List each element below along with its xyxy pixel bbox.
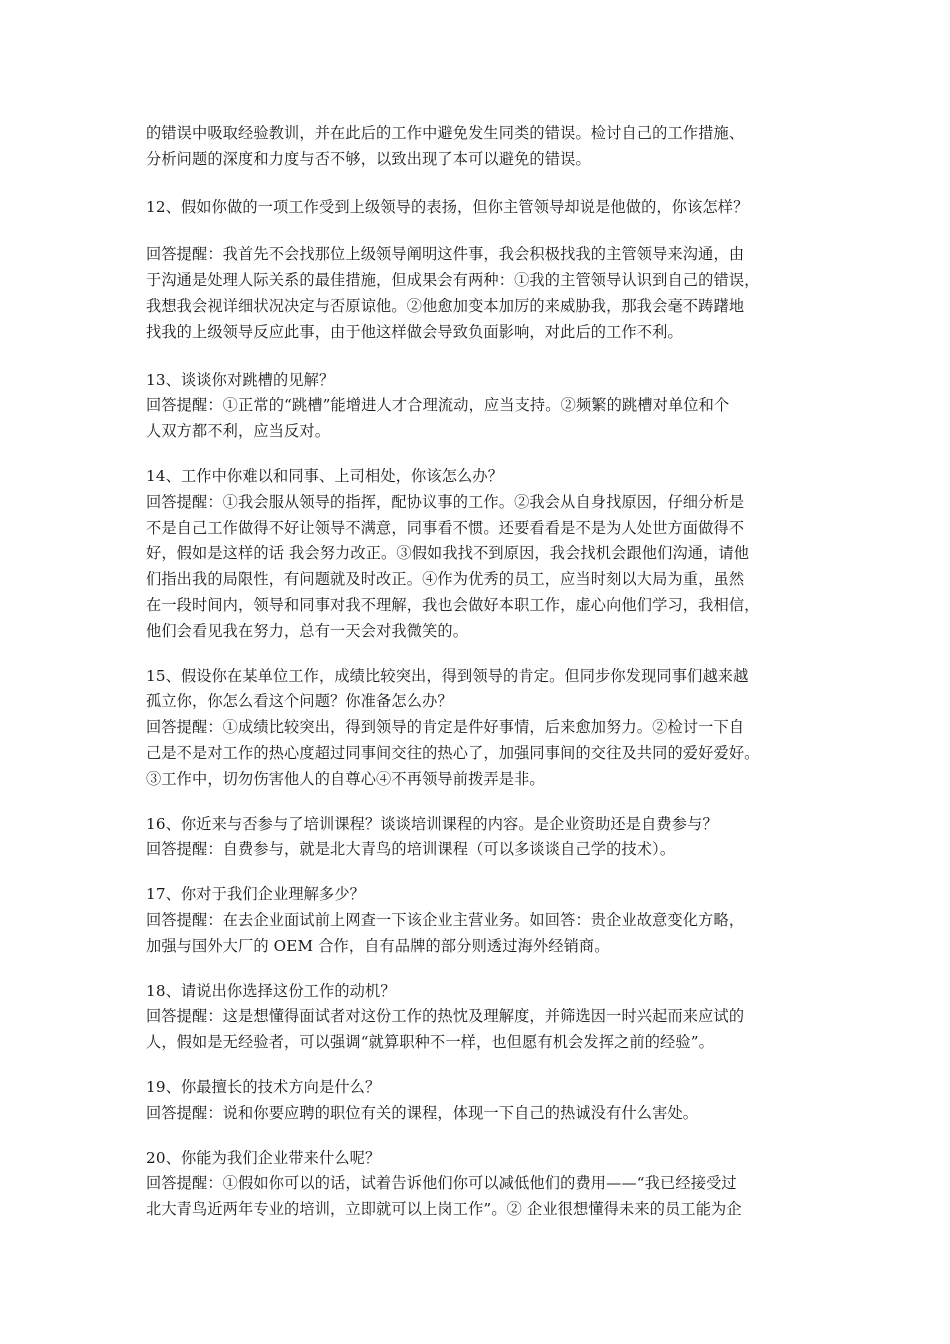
answer-line: 回答提醒：在去企业面试前上网查一下该企业主营业务。如回答：贵企业故意变化方略，	[146, 910, 745, 929]
qa-item-20	[146, 1146, 808, 1223]
answer-line: 回答提醒：我首先不会找那位上级领导阐明这件事，我会积极找我的主管领导来沟通，由	[146, 245, 745, 264]
answer-line: 己是不是对工作的热心度超过同事间交往的热心了，加强同事间的交往及共同的爱好爱好。	[146, 743, 760, 762]
answer-line: 们指出我的局限性，有问题就及时改正。④作为优秀的员工，应当时刻以大局为重，虽然	[146, 570, 745, 589]
answer-line: 加强与国外大厂的 OEM 合作，自有品牌的部分则透过海外经销商。	[146, 936, 610, 955]
question-text: 14、工作中你难以和同事、上司相处，你该怎么办？	[146, 466, 504, 485]
qa-item-18	[146, 979, 808, 1056]
question-text: 19、你最擅长的技术方向是什么？	[146, 1077, 381, 1096]
answer-line: 回答提醒：①正常的“跳槽”能增进人才合理流动，应当支持。②频繁的跳槽对单位和个	[146, 396, 730, 415]
answer-line: 回答提醒：①我会服从领导的指挥，配协议事的工作。②我会从自身找原因，仔细分析是	[146, 492, 745, 511]
text-line: 分析问题的深度和力度与否不够，以致出现了本可以避免的错误。	[146, 149, 591, 168]
question-text: 15、假设你在某单位工作，成绩比较突出，得到领导的肯定。但同步你发现同事们越来越	[146, 666, 749, 685]
qa-item-15	[146, 664, 808, 793]
answer-line: 不是自己工作做得不好让领导不满意，同事看不惯。还要看看是不是为人处世方面做得不	[146, 518, 745, 537]
qa-item-13	[146, 368, 808, 445]
answer-line: 回答提醒：说和你要应聘的职位有关的课程，体现一下自己的热诚没有什么害处。	[146, 1103, 699, 1122]
question-text: 17、你对于我们企业理解多少？	[146, 885, 366, 904]
qa-item-16	[146, 812, 808, 864]
answer-line: 我想我会视详细状况决定与否原谅他。②他愈加变本加厉的来威胁我，那我会毫不踌躇地	[146, 296, 745, 315]
qa-item-14	[146, 464, 808, 645]
answer-line: 回答提醒：自费参与，就是北大青鸟的培训课程（可以多谈谈自己学的技术）。	[146, 840, 676, 859]
answer-line: 于沟通是处理人际关系的最佳措施，但成果会有两种：①我的主管领导认识到自己的错误，	[146, 271, 760, 290]
intro-paragraph	[146, 121, 808, 173]
text-line: 的错误中吸取经验教训，并在此后的工作中避免发生同类的错误。检讨自己的工作措施、	[146, 124, 745, 142]
question-text: 12、假如你做的一项工作受到上级领导的表扬，但你主管领导却说是他做的，你该怎样？	[146, 197, 749, 216]
qa-item-19	[146, 1075, 808, 1127]
answer-line: 找我的上级领导反应此事，由于他这样做会导致负面影响，对此后的工作不利。	[146, 322, 683, 341]
answer-line: 在一段时间内，领导和同事对我不理解，我也会做好本职工作，虚心向他们学习，我相信，	[146, 595, 760, 614]
question-text: 16、你近来与否参与了培训课程？谈谈培训课程的内容。是企业资助还是自费参与？	[146, 814, 718, 833]
answer-line: 好，假如是这样的话 我会努力改正。③假如我找不到原因，我会找机会跟他们沟通，请他	[146, 544, 750, 563]
document-page	[146, 121, 808, 1223]
question-text: 孤立你，你怎么看这个问题？你准备怎么办？	[146, 692, 453, 711]
qa-item-12	[146, 195, 808, 346]
qa-item-17	[146, 882, 808, 959]
answer-line: 人双方都不利，应当反对。	[146, 422, 331, 441]
question-text: 18、请说出你选择这份工作的动机？	[146, 981, 396, 1000]
answer-line: 人，假如是无经验者，可以强调“就算职种不一样，也但愿有机会发挥之前的经验”。	[146, 1033, 714, 1052]
answer-line: 他们会看见我在努力，总有一天会对我微笑的。	[146, 621, 469, 640]
question-text: 20、你能为我们企业带来什么呢？	[146, 1148, 381, 1167]
answer-line: 回答提醒：这是想懂得面试者对这份工作的热忱及理解度，并筛选因一时兴起而来应试的	[146, 1007, 745, 1026]
answer-line: 北大青鸟近两年专业的培训，立即就可以上岗工作”。② 企业很想懂得未来的员工能为企	[146, 1200, 742, 1219]
answer-line: ③工作中，切勿伤害他人的自尊心④不再领导前拨弄是非。	[146, 769, 545, 788]
answer-line: 回答提醒：①假如你可以的话，试着告诉他们你可以减低他们的费用——“我已经接受过	[146, 1174, 737, 1193]
question-text: 13、谈谈你对跳槽的见解？	[146, 370, 335, 389]
answer-line: 回答提醒：①成绩比较突出，得到领导的肯定是件好事情，后来愈加努力。②检讨一下自	[146, 718, 745, 737]
